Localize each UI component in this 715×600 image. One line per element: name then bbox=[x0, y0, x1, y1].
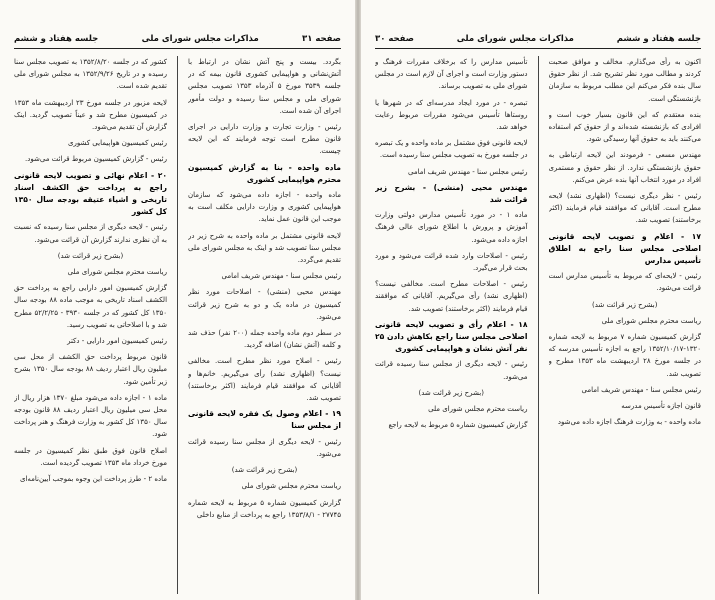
paragraph: اکنون به رأی می‌گذارم. مخالف و موافق صحبت کردند و مطالب مورد نظر تشریح شد. از نظر حقوق سال بنده فکر می‌کنم این مطلب مربوط به سازمان بازنشستگی است. bbox=[548, 58, 701, 103]
left-page-session: جلسه هفتاد و ششم bbox=[14, 34, 99, 44]
paragraph: مهندس محیی (منشی) - اصلاحات مورد نظر کمیسیون در ماده یک و دو به شرح زیر قرائت می‌شود. bbox=[188, 288, 341, 321]
paragraph: ماده ۲ - طرز پرداخت این وجوه بموجب آیین‌نامه‌ای bbox=[19, 475, 167, 484]
paragraph: لایحه قانونی مشتمل بر ماده واحده به شرح زیر در مجلس سنا تصویب شد و اینک به مجلس شورای ملی تقدیم می‌گردد. bbox=[188, 231, 341, 265]
section-heading: ۲۰ - اعلام نهائی و تصویب لایحه قانونی راجع به پرداخت حق الکشف اسناد تاریخی و اشیاء عتیقه بودجه سال ۱۳۵۰ کل کشور bbox=[14, 170, 167, 217]
paragraph: مهندس مسعی - فرمودند این لایحه ارتباطی به حقوق بازنشستگی ندارد. از نظر حقوق و مستمری افراد در مورد انتخاب آنها بنده عرض می‌کنم. bbox=[548, 151, 701, 184]
paragraph: (بشرح زیر قرائت شد) bbox=[57, 251, 124, 260]
paragraph: کشور که در جلسه ۱۳۵۲/۸/۲۰ به تصویب مجلس سنا رسیده و در تاریخ ۱۳۵۲/۹/۲۶ به مجلس شورای ملی تقدیم شده است. bbox=[14, 58, 167, 91]
paragraph: رئیس - لایحه دیگری از مجلس سنا رسیده که نسبت به آن نظری ندارند گزارش آن قرائت می‌شود. bbox=[14, 223, 167, 244]
column-divider bbox=[177, 56, 178, 594]
paragraph: در سطر دوم ماده واحده جمله (۲۰۰ نفر) حذف شد و کلمه (آتش نشان) اضافه گردید. bbox=[188, 329, 341, 350]
paragraph: (بشرح زیر قرائت شد) bbox=[418, 388, 484, 397]
paragraph: لایحه مزبور در جلسه مورخ ۲۳ اردیبهشت ماه ۱۳۵۳ در کمیسیون مطرح شد و عیناً تصویب گردید. اینک گزارش آن تقدیم می‌شود. bbox=[14, 98, 167, 132]
section-heading: ۱۷ - اعلام و تصویب لایحه قانونی اصلاحی مجلس سنا راجع به اطلاق تأسیس مدارس bbox=[548, 231, 701, 266]
left-page-left-column bbox=[14, 56, 167, 594]
paragraph: ریاست محترم مجلس شورای ملی bbox=[67, 268, 167, 277]
paragraph: رئیس مجلس سنا - مهندس شریف امامی bbox=[407, 167, 528, 176]
paragraph: رئیس - اصلاحات وارد شده قرائت می‌شود و مورد بحث قرار می‌گیرد. bbox=[375, 251, 528, 273]
column-divider bbox=[538, 56, 539, 594]
paragraph: گزارش کمیسیون شماره ۵ مربوط به لایحه راجع bbox=[388, 421, 528, 430]
paragraph: ماده واحده - به وزارت فرهنگ اجازه داده می‌شود bbox=[557, 418, 701, 427]
paragraph: ریاست محترم مجلس شورای ملی bbox=[428, 405, 528, 414]
paragraph: گزارش کمیسیون شماره ۷ مربوط به لایحه شماره ۱۳۲۰-۱۳۵۲/۱۰/۱۷ راجع به اجازه تأسیس مدرسه که در جلسه مورخ ۲۸ اردیبهشت ماه ۱۳۵۳ مطرح و تصویب شد. bbox=[548, 333, 701, 378]
right-page-columns bbox=[375, 56, 701, 594]
paragraph: رئیس کمیسیون امور دارایی - دکتر bbox=[67, 337, 167, 346]
right-page-title: مذاکرات مجلس شورای ملی bbox=[456, 34, 574, 44]
paragraph: بگردد. بیست و پنج آتش نشان در ارتباط با آتش‌نشانی و هواپیمایی کشوری قانون بیمه که در جلسه ۳۵۳۹ مورخ ۵ آذرماه ۱۳۵۳ تصویب مجلس شورای ملی و مجلس سنا رسیده و دولت مأمور اجرای آن شده است. bbox=[188, 58, 341, 115]
right-page-left-column bbox=[375, 56, 528, 594]
left-page-columns bbox=[14, 56, 341, 594]
paragraph: رئیس کمیسیون هواپیمایی کشوری bbox=[68, 139, 167, 148]
section-heading: ۱۸ - اعلام رأی و تصویب لایحه قانونی اصلاحی مجلس سنا راجع بکاهش دادن ۲۵ نفر آتش نشان و هواپیمایی کشوری bbox=[375, 319, 528, 354]
paragraph: رئیس مجلس سنا - مهندس شریف امامی bbox=[221, 272, 341, 281]
paragraph: تأسیس مدارس را که برخلاف مقررات فرهنگ و دستور وزارت است و اجرای آن لازم است در مجلس شورای ملی به تصویب برساند. bbox=[375, 58, 528, 91]
left-page bbox=[0, 0, 355, 600]
paragraph: ریاست محترم مجلس شورای ملی bbox=[601, 316, 701, 325]
left-page-title: مذاکرات مجلس شورای ملی bbox=[141, 34, 259, 44]
right-page-header bbox=[375, 30, 701, 49]
paragraph: رئیس - نظر دیگری نیست؟ (اظهاری نشد) لایحه مطرح است. آقایانی که موافقند قیام فرمایند (اکثر برخاستند) تصویب شد. bbox=[548, 192, 701, 225]
paragraph: گزارش کمیسیون امور دارایی راجع به پرداخت حق الکشف اسناد تاریخی به موجب ماده ۸۸ بودجه سال ۱۳۵۰ کل کشور که در جلسه ۳۹۳۰ - ۵۲/۲/۲۵ مطرح شد و با اصلاحاتی به تصویب رسید. bbox=[14, 284, 167, 329]
paragraph: ماده ۱ - در مورد تأسیس مدارس دولتی وزارت آموزش و پرورش با اطلاع شورای عالی فرهنگ اجازه داده می‌شود. bbox=[375, 211, 528, 244]
paragraph: ماده واحده - اجازه داده می‌شود که سازمان هواپیمایی کشوری و وزارت دارایی مکلف است به موجب این قانون عمل نماید. bbox=[188, 191, 341, 224]
paragraph: لایحه قانونی فوق مشتمل بر ماده واحده و یک تبصره در جلسه مورخ به تصویب مجلس سنا رسیده است. bbox=[375, 139, 528, 160]
paragraph: رئیس - لایحه دیگری از مجلس سنا رسیده قرائت می‌شود. bbox=[375, 360, 528, 381]
paragraph: قانون اجازه تأسیس مدرسه bbox=[621, 402, 701, 411]
right-page-right-column bbox=[549, 56, 702, 594]
section-heading: ماده واحده - بنا به گزارش کمیسیون محترم هواپیمایی کشوری bbox=[188, 162, 341, 184]
paragraph: رئیس - لایحه‌ای که مربوط به تأسیس مدارس است قرائت می‌شود. bbox=[548, 272, 701, 293]
paragraph: قانون مربوط پرداخت حق الکشف از محل سی میلیون ریال اعتبار ردیف ۸۸ بودجه سال ۱۳۵۰ بشرح زیر تأمین شود. bbox=[14, 353, 167, 386]
left-page-number: صفحه ۳۱ bbox=[302, 34, 341, 44]
paragraph: رئیس - اصلاح مورد نظر مطرح است. مخالفی نیست؟ (اظهاری نشد) رأی می‌گیریم. خانم‌ها و آقایانی که موافقند قیام فرمایند (اکثر برخاستند) تصویب شد. bbox=[188, 357, 341, 403]
left-page-right-column bbox=[188, 56, 341, 594]
paragraph: رئیس مجلس سنا - مهندس شریف امامی bbox=[581, 385, 701, 394]
right-page bbox=[361, 0, 715, 600]
right-page-session: جلسه هفتاد و ششم bbox=[616, 34, 701, 44]
paragraph: رئیس - وزارت تجارت و وزارت دارایی در اجرای قانون مطرح است توجه فرمایند که این لایحه چیست. bbox=[188, 123, 341, 156]
left-page-header bbox=[14, 30, 341, 49]
right-page-number: صفحه ۳۰ bbox=[375, 34, 414, 44]
paragraph: (بشرح زیر قرائت شد) bbox=[592, 300, 658, 309]
paragraph: رئیس - گزارش کمیسیون مربوط قرائت می‌شود. bbox=[25, 155, 167, 164]
paragraph: ریاست محترم مجلس شورای ملی bbox=[241, 482, 341, 491]
paragraph: رئیس - اصلاحات مطرح است. مخالفی نیست؟ (اظهاری نشد) رأی می‌گیریم. آقایانی که موافقند قیام فرمایند (اکثر برخاستند) تصویب شد. bbox=[375, 280, 528, 313]
section-heading: مهندس محیی (منشی) - بشرح زیر قرائت شد bbox=[375, 182, 528, 205]
paragraph: اصلاح قانون فوق طبق نظر کمیسیون در جلسه مورخ خرداد ماه ۱۳۵۳ تصویب گردیده است. bbox=[14, 446, 167, 467]
paragraph: رئیس - لایحه دیگری از مجلس سنا رسیده قرائت می‌شود. bbox=[188, 437, 341, 458]
paragraph: (بشرح زیر قرائت شد) bbox=[231, 466, 298, 475]
paragraph: ماده ۱ - اجازه داده می‌شود مبلغ ۱۳۷۰ هزار ریال از محل سی میلیون ریال اعتبار ردیف ۸۸ قانون بودجه سال ۱۳۵۰ کل کشور به وزارت فرهنگ و هنر پرداخت شود. bbox=[14, 393, 167, 439]
paragraph: تبصره - در مورد ایجاد مدرسه‌ای که در شهرها یا روستاها تأسیس می‌شود مقررات مربوط رعایت خواهد شد. bbox=[375, 98, 528, 132]
paragraph: گزارش کمیسیون شماره ۵ مربوط به لایحه شماره ۲۷۷۴۵ - ۱۳۵۳/۸/۱ راجع به پرداخت از منابع داخلی bbox=[188, 498, 341, 519]
paragraph: بنده معتقدم که این قانون بسیار خوب است و افرادی که بازنشسته شده‌اند و از حقوق کم استفاده می‌کنند باید به حقوق آنها رسیدگی شود. bbox=[548, 110, 701, 144]
section-heading: ۱۹ - اعلام وصول یک فقره لایحه قانونی از مجلس سنا bbox=[188, 409, 341, 431]
